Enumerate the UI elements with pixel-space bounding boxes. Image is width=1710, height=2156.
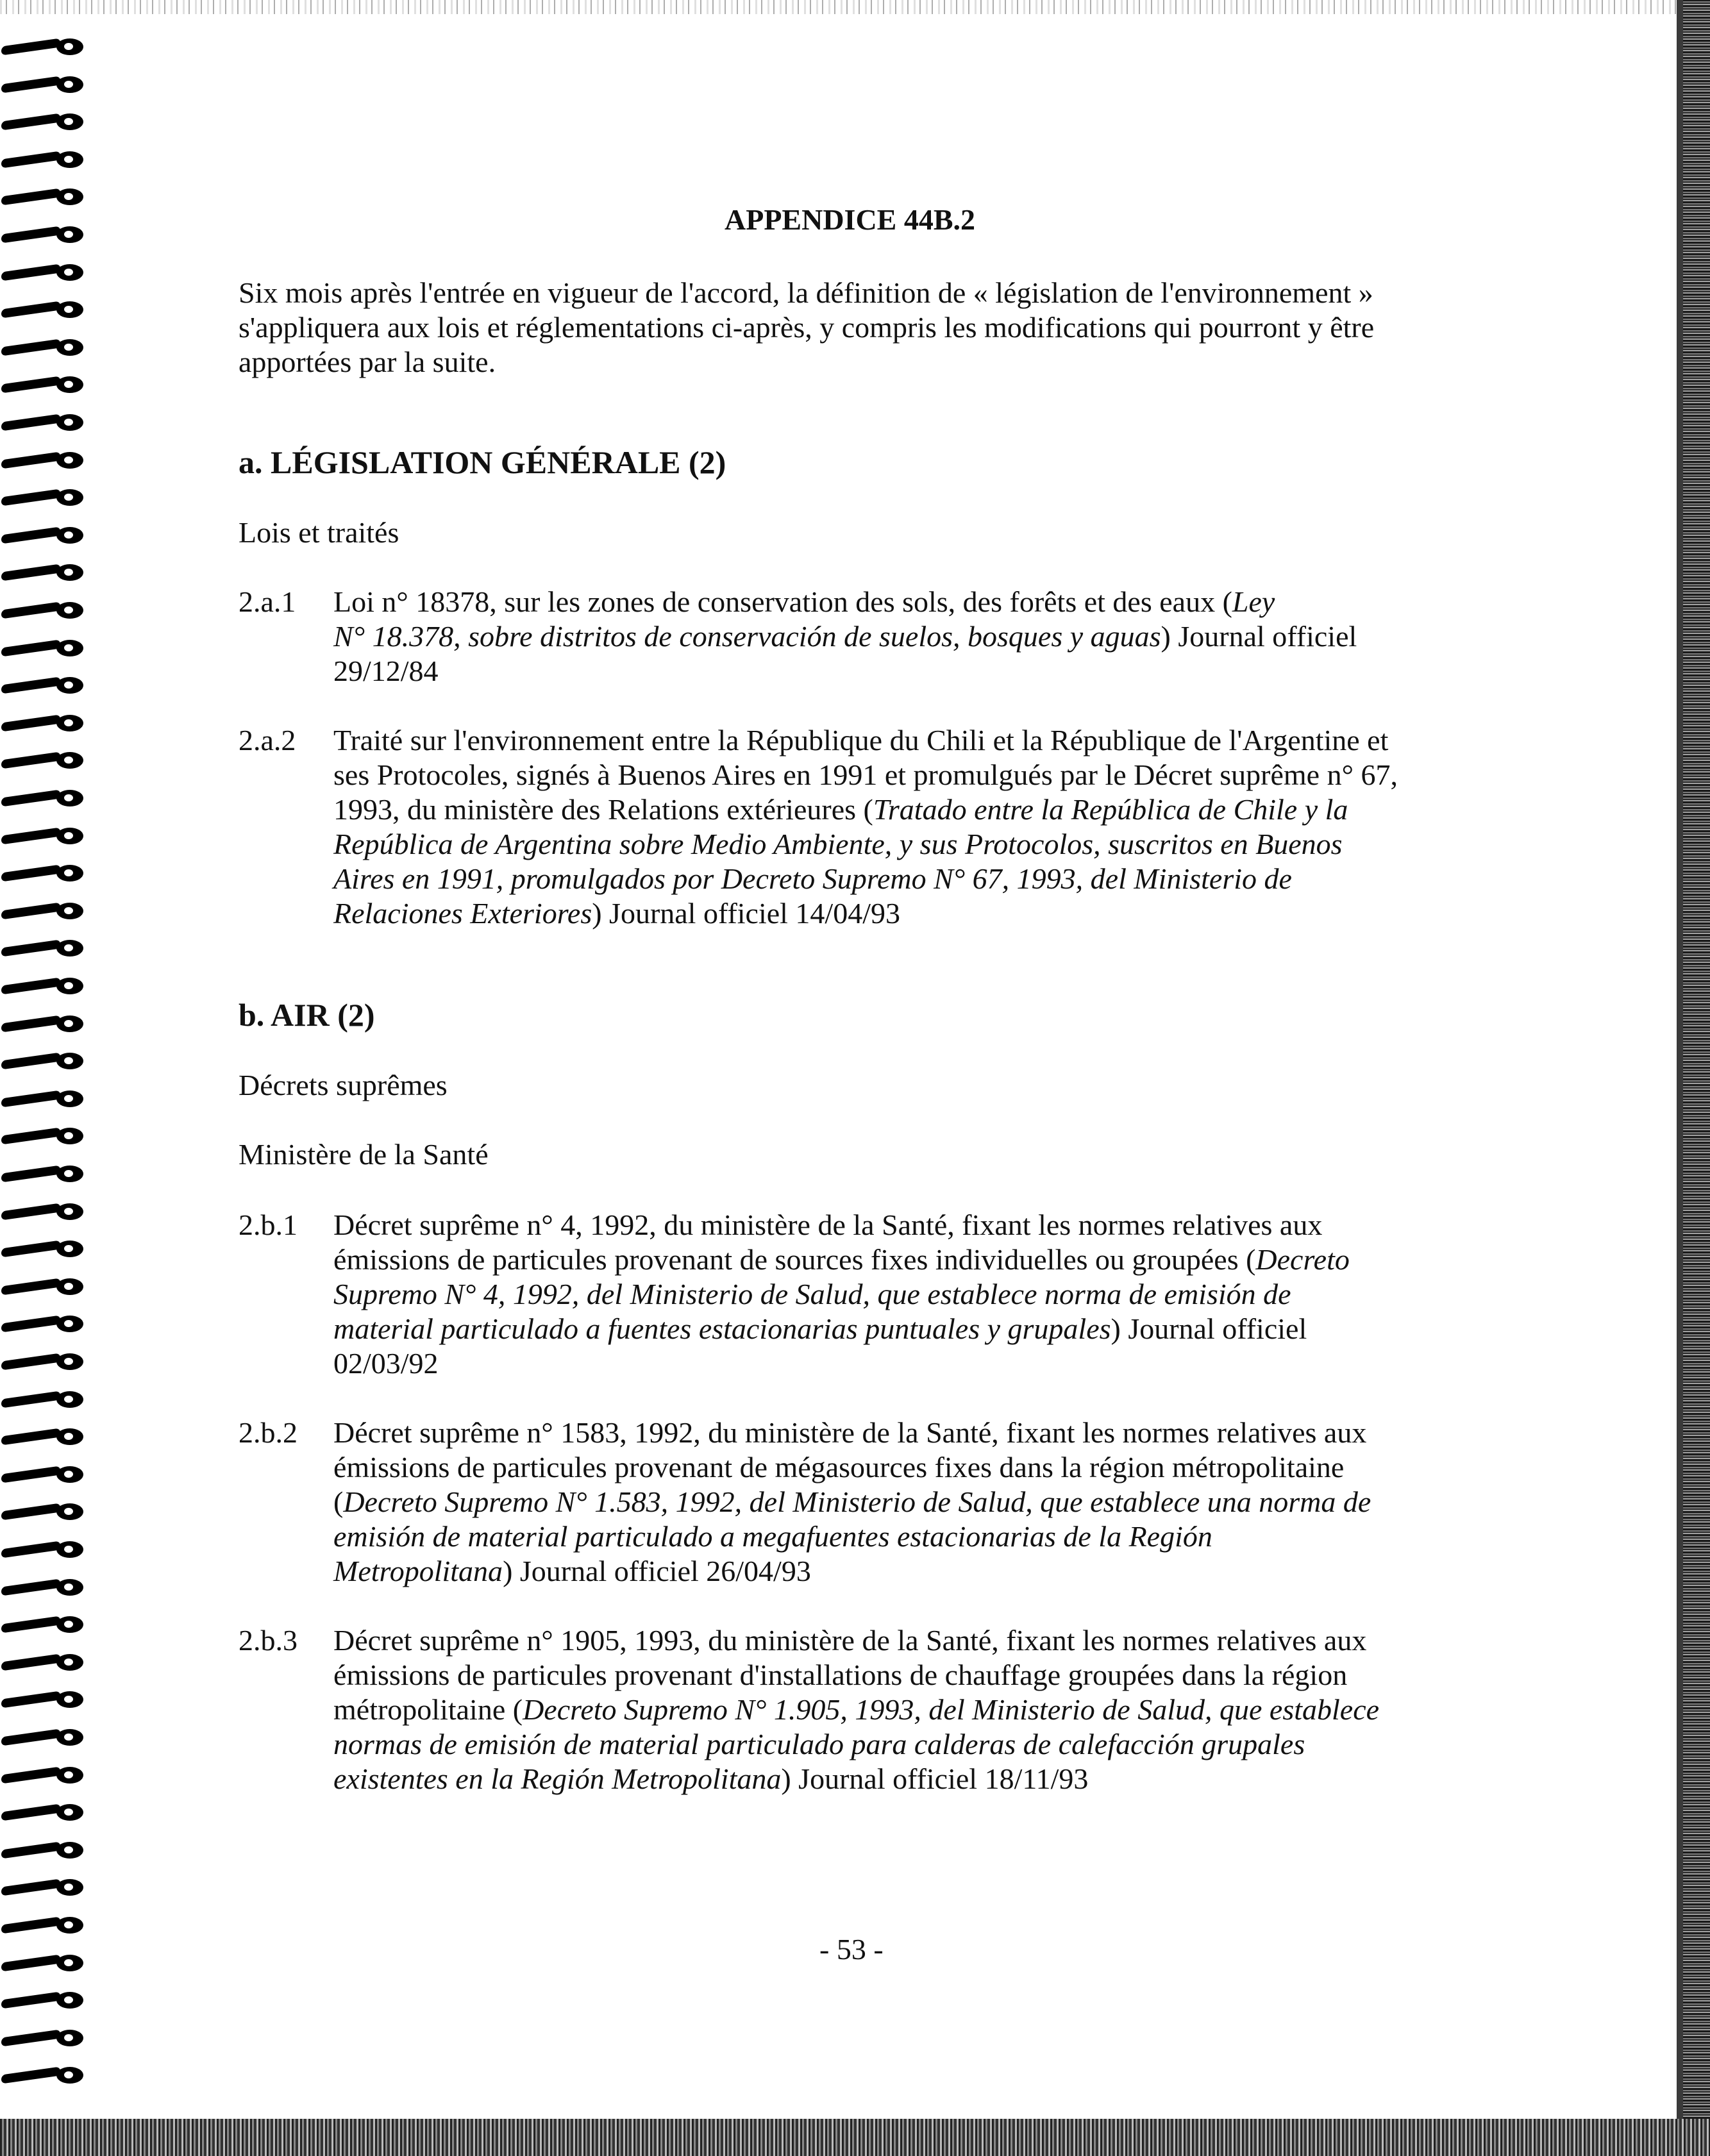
text-run: ) Journal officiel 26/04/93 <box>503 1555 811 1587</box>
italic-citation: Relaciones Exteriores <box>333 897 592 930</box>
item-line <box>333 862 1398 896</box>
text-run: Décret suprême n° 1583, 1992, du ministère de la Santé, fixant les normes relatives aux <box>333 1416 1367 1449</box>
item-line <box>333 1416 1371 1450</box>
page-number: - 53 - <box>819 1933 884 1966</box>
item-line <box>333 1312 1350 1346</box>
item-line <box>333 654 1357 689</box>
item-line <box>333 1277 1350 1312</box>
text-run: métropolitaine ( <box>333 1693 523 1726</box>
item-line <box>333 585 1357 619</box>
item-number: 2.a.2 <box>239 724 296 756</box>
intro-line-2: s'appliquera aux lois et réglementations ci-après, y compris les modifications qui pourront y être <box>239 311 1375 344</box>
text-run: Décret suprême n° 4, 1992, du ministère de la Santé, fixant les normes relatives aux <box>333 1208 1323 1241</box>
italic-citation: Decreto <box>1255 1243 1350 1276</box>
item-line <box>333 1450 1371 1485</box>
italic-citation: Decreto Supremo N° 1.583, 1992, del Ministerio de Salud, que establece una norma de <box>343 1485 1371 1518</box>
text-run: émissions de particules provenant de mégasources fixes dans la région métropolitaine <box>333 1451 1345 1483</box>
item-line <box>333 1554 1371 1589</box>
text-run: Loi n° 18378, sur les zones de conservation des sols, des forêts et des eaux ( <box>333 585 1232 618</box>
item-line <box>333 1692 1379 1727</box>
italic-citation: Ley <box>1232 585 1275 618</box>
text-run: émissions de particules provenant de sources fixes individuelles ou groupées ( <box>333 1243 1256 1276</box>
item-body <box>333 1208 1350 1381</box>
italic-citation: Aires en 1991, promulgados por Decreto Supremo N° 67, 1993, del Ministerio de <box>333 862 1292 895</box>
item-line <box>333 758 1398 792</box>
item-line <box>333 827 1398 862</box>
italic-citation: Decreto Supremo N° 1.905, 1993, del Ministerio de Salud, que establece <box>523 1693 1380 1726</box>
italic-citation: N° 18.378, sobre distritos de conservación de suelos, bosques y aguas <box>333 620 1161 653</box>
subheading-decrets-supremes: Décrets suprêmes <box>239 1069 448 1101</box>
text-run: ) Journal officiel 18/11/93 <box>781 1762 1089 1795</box>
text-run: ) Journal officiel <box>1111 1312 1307 1345</box>
italic-citation: Supremo N° 4, 1992, del Ministerio de Salud, que establece norma de emisión de <box>333 1278 1291 1310</box>
item-body <box>333 723 1398 931</box>
text-run: ) Journal officiel 14/04/93 <box>592 897 900 930</box>
text-run: ( <box>333 1485 344 1518</box>
item-line <box>333 896 1398 931</box>
item-line <box>333 1623 1379 1658</box>
text-run: ses Protocoles, signés à Buenos Aires en 1991 et promulgués par le Décret suprême n° 67, <box>333 758 1398 791</box>
item-body <box>333 1416 1371 1589</box>
section-heading-a: a. LÉGISLATION GÉNÉRALE (2) <box>239 444 726 480</box>
subheading-lois-et-traites: Lois et traités <box>239 516 399 549</box>
page-title: APPENDICE 44B.2 <box>725 203 976 236</box>
item-number: 2.b.1 <box>239 1208 298 1241</box>
text-run: 29/12/84 <box>333 655 439 687</box>
text-run: Traité sur l'environnement entre la République du Chili et la République de l'Argentine et <box>333 724 1389 756</box>
italic-citation: normas de emisión de material particulado para calderas de calefacción grupales <box>333 1728 1305 1760</box>
italic-citation: material particulado a fuentes estacionarias puntuales y grupales <box>333 1312 1111 1345</box>
subheading-ministere-sante: Ministère de la Santé <box>239 1138 489 1171</box>
text-run: Décret suprême n° 1905, 1993, du ministère de la Santé, fixant les normes relatives aux <box>333 1624 1367 1657</box>
italic-citation: Metropolitana <box>333 1555 503 1587</box>
italic-citation: emisión de material particulado a megafuentes estacionarias de la Región <box>333 1520 1212 1553</box>
text-run: ) Journal officiel <box>1161 620 1357 653</box>
item-body <box>333 1623 1379 1796</box>
item-line <box>333 723 1398 758</box>
text-run: 02/03/92 <box>333 1347 439 1380</box>
item-line <box>333 1762 1379 1796</box>
item-number: 2.a.1 <box>239 585 296 618</box>
text-run: émissions de particules provenant d'installations de chauffage groupées dans la région <box>333 1659 1348 1691</box>
item-number: 2.b.3 <box>239 1624 298 1657</box>
item-line <box>333 619 1357 654</box>
intro-line-3: apportées par la suite. <box>239 346 496 378</box>
text-run: 1993, du ministère des Relations extérieures ( <box>333 793 873 826</box>
item-line <box>333 1485 1371 1519</box>
item-line <box>333 792 1398 827</box>
item-line <box>333 1727 1379 1762</box>
italic-citation: Tratado entre la República de Chile y la <box>873 793 1348 826</box>
item-line <box>333 1242 1350 1277</box>
italic-citation: existentes en la Región Metropolitana <box>333 1762 782 1795</box>
item-line <box>333 1658 1379 1692</box>
item-body <box>333 585 1357 689</box>
item-line <box>333 1519 1371 1554</box>
item-line <box>333 1208 1350 1242</box>
intro-line-1: Six mois après l'entrée en vigueur de l'accord, la définition de « législation de l'environnement » <box>239 276 1373 309</box>
item-number: 2.b.2 <box>239 1416 298 1449</box>
italic-citation: República de Argentina sobre Medio Ambiente, y sus Protocolos, suscritos en Buenos <box>333 828 1343 860</box>
section-heading-b: b. AIR (2) <box>239 997 375 1033</box>
item-line <box>333 1346 1350 1381</box>
